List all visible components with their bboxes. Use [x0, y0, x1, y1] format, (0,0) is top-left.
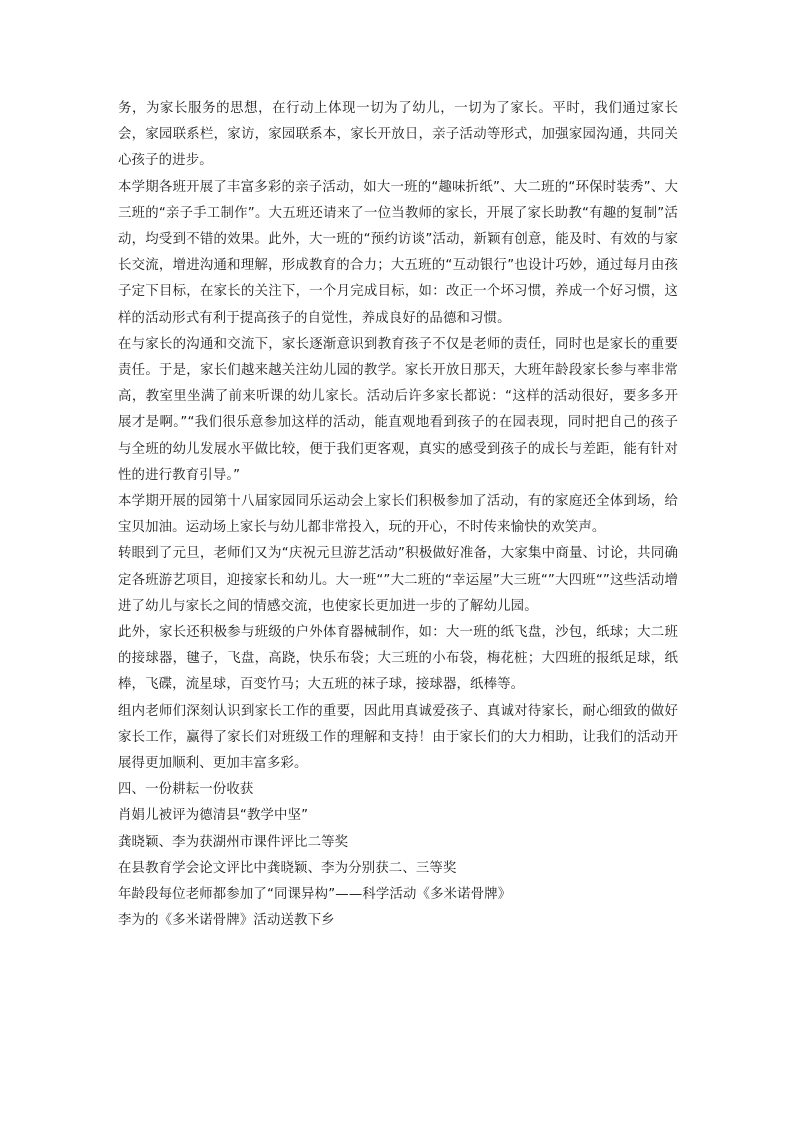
paragraph-new-year-games: 转眼到了元旦，老师们又为“庆祝元旦游艺活动”积极做好准备，大家集中商量、讨论，共同确定各班游艺项目，迎接家长和幼儿。大一班“”大二班的“幸运屋”大三班“”大四班“”这些活动增进了幼儿与家长之间的情感交流，也使家长更加进一步的了解幼儿园。 [118, 546, 678, 614]
achievement-item: 龚晓颖、李为获湖州市课件评比二等奖 [118, 834, 349, 850]
paragraph-outdoor-equipment: 此外，家长还积极参与班级的户外体育器械制作，如：大一班的纸飞盘，沙包，纸球；大二班的接球器，毽子，飞盘，高跷，快乐布袋；大三班的小布袋，梅花桩；大四班的报纸足球，纸棒，飞碟，流星球，百变竹马；大五班的袜子球，接球器，纸棒等。 [118, 625, 678, 693]
paragraph-sports-meet: 本学期开展的园第十八届家园同乐运动会上家长们积极参加了活动，有的家庭还全体到场，给宝贝加油。运动场上家长与幼儿都非常投入，玩的开心，不时传来愉快的欢笑声。 [118, 494, 678, 536]
paragraph-parent-service: 务，为家长服务的思想，在行动上体现一切为了幼儿，一切为了家长。平时，我们通过家长会，家园联系栏，家访，家园联系本，家长开放日，亲子活动等形式，加强家园沟通，共同关心孩子的进步。 [118, 101, 678, 169]
section-heading: 四、一份耕耘一份收获 [118, 782, 254, 798]
document-body [118, 96, 678, 935]
achievement-item: 在县教育学会论文评比中龚晓颖、李为分别获二、三等奖 [118, 860, 457, 876]
paragraph-parent-communication: 在与家长的沟通和交流下，家长逐渐意识到教育孩子不仅是老师的责任，同时也是家长的重要责任。于是，家长们越来越关注幼儿园的教学。家长开放日那天，大班年龄段家长参与率非常高，教室里坐满了前来听课的幼儿家长。活动后许多家长都说：“这样的活动很好，要多多开展才是啊。”“我们很乐意参加这样的活动，能直观地看到孩子的在园表现，同时把自己的孩子与全班的幼儿发展水平做比较，便于我们更客观，真实的感受到孩子的成长与差距，能有针对性的进行教育引导。” [118, 336, 678, 483]
achievement-item: 肖娟儿被评为德清县“教学中坚” [118, 808, 309, 824]
achievement-item: 年龄段每位老师都参加了“同课异构”——科学活动《多米诺骨牌》 [118, 887, 512, 903]
paragraph-parent-child-activities: 本学期各班开展了丰富多彩的亲子活动，如大一班的“趣味折纸”、大二班的“环保时装秀”、大三班的“亲子手工制作”。大五班还请来了一位当教师的家长，开展了家长助教“有趣的复制”活动，均受到不错的效果。此外，大一班的“预约访谈”活动，新颖有创意，能及时、有效的与家长交流，增进沟通和理解，形成教育的合力；大五班的“互动银行”也设计巧妙，通过每月由孩子定下目标，在家长的关注下，一个月完成目标，如：改正一个坏习惯，养成一个好习惯，这样的活动形式有利于提高孩子的自觉性，养成良好的品德和习惯。 [118, 179, 678, 326]
achievement-item: 李为的《多米诺骨牌》活动送教下乡 [118, 913, 335, 929]
paragraph-teacher-reflection: 组内老师们深刻认识到家长工作的重要，因此用真诚爱孩子、真诚对待家长，耐心细致的做好家长工作，赢得了家长们对班级工作的理解和支持！由于家长们的大力相助，让我们的活动开展得更加顺利、更加丰富多彩。 [118, 703, 678, 772]
